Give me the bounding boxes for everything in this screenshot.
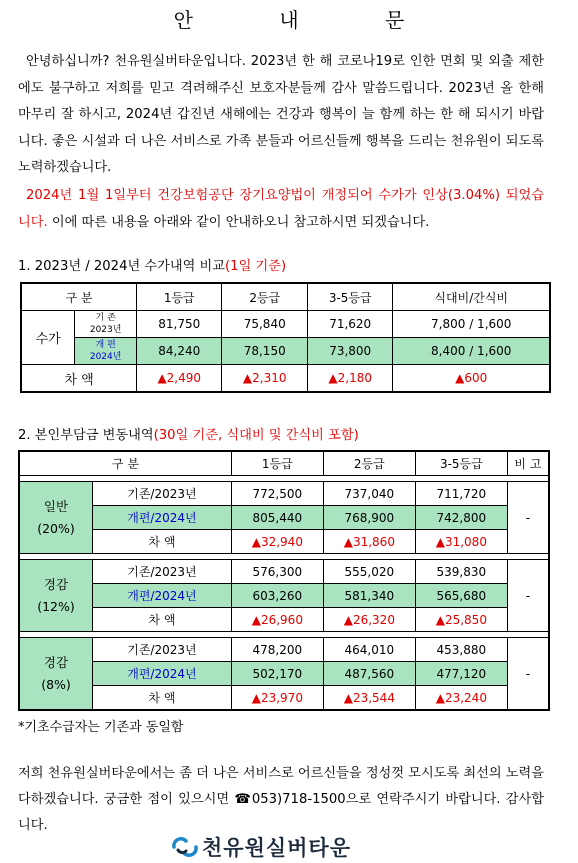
table-cell: 71,620 [307,311,392,338]
table-cell: 603,260 [231,584,323,608]
header-cell: 구 분 [19,451,231,476]
new-year: 2024년 [89,352,122,362]
table-cell: 477,120 [415,662,507,686]
table-cell: 772,500 [231,482,323,506]
table-cell: 805,440 [231,506,323,530]
copay-change-table [18,450,550,711]
table-cell: 8,400 / 1,600 [393,338,550,365]
table-cell: 453,880 [415,638,507,662]
notice-text: 이에 따른 내용을 아래와 같이 안내하오니 참고하시면 되겠습니다. [47,214,430,230]
table-cell: 73,800 [307,338,392,365]
header-cell: 2등급 [323,451,415,476]
diff-cell: ▲2,180 [307,365,392,393]
group-pct: (20%) [37,520,75,536]
intro-paragraph [18,49,544,182]
diff-cell: ▲26,960 [231,608,323,632]
table-cell: 75,840 [222,311,307,338]
row-label: 기존/2023년 [93,560,232,584]
row-label: 차 액 [93,608,232,632]
section1-title [18,255,286,274]
table-row [19,506,549,530]
diff-cell: ▲2,490 [137,365,222,393]
logo [172,832,402,862]
table-header-row [19,451,549,476]
header-cell: 2등급 [222,283,307,311]
table-cell: 539,830 [415,560,507,584]
group-pct: (12%) [37,598,75,614]
table-cell: 711,720 [415,482,507,506]
row-label: 기존/2023년 [93,482,232,506]
table-cell: 576,300 [231,560,323,584]
table-row [19,608,549,632]
row-label: 차 액 [93,530,232,554]
old-label-cell [75,311,137,338]
old-year: 2023년 [89,325,122,335]
header-cell: 비 고 [507,451,549,476]
group-name: 일반 [43,498,69,514]
table-cell: 581,340 [323,584,415,608]
header-cell: 3-5등급 [415,451,507,476]
table-cell: 78,150 [222,338,307,365]
diff-cell: ▲23,544 [323,686,415,711]
table-row [19,560,549,584]
group-label-cell [19,560,93,632]
diff-label: 차 액 [21,365,137,393]
table-cell: 487,560 [323,662,415,686]
header-cell: 식대비/간식비 [393,283,550,311]
table-header-row [21,283,550,311]
notice-paragraph [18,183,544,236]
table-cell: 742,800 [415,506,507,530]
page-title: 안 내 문 [173,8,445,32]
table-row [21,365,550,393]
group-label-cell [19,638,93,711]
row-label: 개편/2024년 [93,506,232,530]
diff-cell: ▲600 [393,365,550,393]
fee-comparison-table [20,282,551,393]
group-name: 경감 [43,654,69,670]
table-row [21,311,550,338]
section1-title-text: 1. 2023년 / 2024년 수가내역 비교 [18,259,226,274]
notice-red-text: 2024년 1월 1일부터 건강보험공단 장기요양법이 개정되어 수가가 인상(3.04%) 되었습니다. [18,188,544,230]
table-row [19,638,549,662]
new-label-cell [75,338,137,365]
group-label-cell [19,482,93,554]
new-label: 개 편 [95,340,116,350]
closing-paragraph: 저희 천유원실버타운에서는 좀 더 나은 서비스로 어르신들을 정성껏 모시도록 최선의 노력을 다하겠습니다. 궁금한 점이 있으시면 ☎053)718-1500으로 연락주시기 바랍니다. 감사합니다. [18,766,545,833]
table-row [21,338,550,365]
section2-title-text: 2. 본인부담금 변동내역 [18,428,154,443]
header-cell: 1등급 [137,283,222,311]
table-row [19,482,549,506]
table-cell: 565,680 [415,584,507,608]
diff-cell: ▲23,240 [415,686,507,711]
table-cell: 555,020 [323,560,415,584]
diff-cell: ▲23,970 [231,686,323,711]
old-label: 기 존 [95,313,116,323]
table-cell: 768,900 [323,506,415,530]
group-pct: (8%) [41,676,71,692]
diff-cell: ▲31,080 [415,530,507,554]
logo-text: 천유원실버타운 [202,836,352,860]
diff-cell: ▲31,860 [323,530,415,554]
diff-cell: ▲32,940 [231,530,323,554]
row-label: 개편/2024년 [93,662,232,686]
diff-cell: ▲2,310 [222,365,307,393]
note-cell: - [507,482,549,554]
table-cell: 7,800 / 1,600 [393,311,550,338]
logo-mark-icon [172,837,198,857]
table-row [19,662,549,686]
table-cell: 81,750 [137,311,222,338]
section2-title [18,424,359,443]
note-cell: - [507,638,549,711]
footnote: *기초수급자는 기존과 동일함 [18,720,184,735]
table-cell: 84,240 [137,338,222,365]
note-cell: - [507,560,549,632]
intro-text: 안녕하십니까? 천유원실버타운입니다. 2023년 한 해 코로나19로 인한 면회 및 외출 제한에도 불구하고 저희를 믿고 격려해주신 보호자분들께 감사 말씀드립니다. 2023년 올 한해 마무리 잘 하시고, 2024년 갑진년 새해에는 건강과 행복이 늘 함께 하는 한 해 되시기 바랍니다. 좋은 시설과 더 나은 서비스로 가족 분들과 어르신들께 행복을 드리는 천유원이 되도록 노력하겠습니다. [18,54,544,175]
row-label: 차 액 [93,686,232,711]
section2-title-note: (30일 기준, 식대비 및 간식비 포함) [153,428,359,443]
table-cell: 737,040 [323,482,415,506]
row-label: 기존/2023년 [93,638,232,662]
header-cell: 3-5등급 [307,283,392,311]
table-cell: 502,170 [231,662,323,686]
header-cell: 1등급 [231,451,323,476]
header-cell: 구 분 [21,283,137,311]
table-cell: 464,010 [323,638,415,662]
row-label: 개편/2024년 [93,584,232,608]
table-row [19,530,549,554]
diff-cell: ▲26,320 [323,608,415,632]
table-row [19,584,549,608]
diff-cell: ▲25,850 [415,608,507,632]
section1-title-note: (1일 기준) [225,259,287,274]
table-row [19,686,549,711]
group-label: 수가 [21,311,75,365]
table-cell: 478,200 [231,638,323,662]
group-name: 경감 [43,576,69,592]
